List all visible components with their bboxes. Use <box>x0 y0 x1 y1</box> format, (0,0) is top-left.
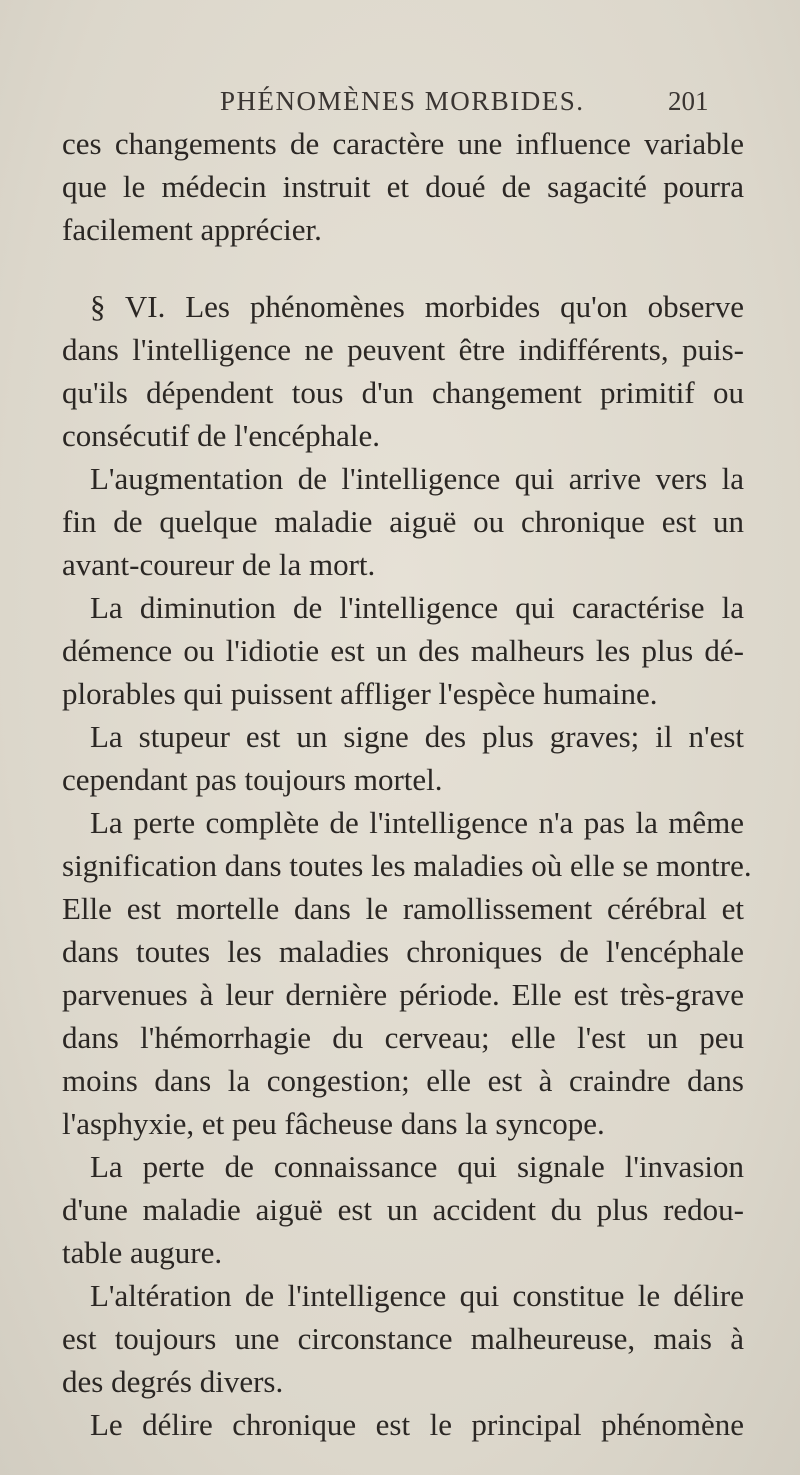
text-line: plorables qui puissent affliger l'espèce humaine. <box>62 676 658 711</box>
paragraph-gap <box>62 251 744 285</box>
text-line: signification dans toutes les maladies où elle se montre. <box>62 848 752 883</box>
text-line: démence ou l'idiotie est un des malheurs les plus dé- <box>62 633 744 668</box>
page-header <box>0 82 800 122</box>
text-line: La perte complète de l'intelligence n'a pas la même <box>90 805 744 840</box>
text-line: La perte de connaissance qui signale l'invasion <box>90 1149 744 1184</box>
section-heading-line: § VI. Les phénomènes morbides qu'on observe <box>90 289 744 324</box>
text-line: ces changements de caractère une influence variable <box>62 126 744 161</box>
text-line: Le délire chronique est le principal phénomène <box>90 1407 744 1442</box>
text-line: facilement apprécier. <box>62 212 322 247</box>
text-line: cependant pas toujours mortel. <box>62 762 443 797</box>
text-line: que le médecin instruit et doué de sagacité pourra <box>62 169 744 204</box>
text-line: table augure. <box>62 1235 223 1270</box>
text-line: qu'ils dépendent tous d'un changement primitif ou <box>62 375 744 410</box>
text-line: consécutif de l'encéphale. <box>62 418 381 453</box>
text-line: L'augmentation de l'intelligence qui arrive vers la <box>90 461 744 496</box>
page-number: 201 <box>668 86 709 116</box>
text-line: Elle est mortelle dans le ramollissement cérébral et <box>62 891 744 926</box>
text-line: dans l'hémorrhagie du cerveau; elle l'est un peu <box>62 1020 744 1055</box>
text-line: La diminution de l'intelligence qui caractérise la <box>90 590 744 625</box>
running-title: PHÉNOMÈNES MORBIDES. <box>220 86 585 116</box>
text-line: dans toutes les maladies chroniques de l'encéphale <box>62 934 744 969</box>
body-text <box>62 122 752 1446</box>
text-line: parvenues à leur dernière période. Elle est très-grave <box>62 977 744 1012</box>
text-line: dans l'intelligence ne peuvent être indifférents, puis- <box>62 332 744 367</box>
text-line: avant-coureur de la mort. <box>62 547 376 582</box>
text-line: La stupeur est un signe des plus graves; il n'est <box>90 719 744 754</box>
text-line: d'une maladie aiguë est un accident du plus redou- <box>62 1192 744 1227</box>
text-line: des degrés divers. <box>62 1364 284 1399</box>
text-line: l'asphyxie, et peu fâcheuse dans la syncope. <box>62 1106 605 1141</box>
text-line: fin de quelque maladie aiguë ou chronique est un <box>62 504 744 539</box>
text-line: L'altération de l'intelligence qui constitue le délire <box>90 1278 744 1313</box>
text-line: moins dans la congestion; elle est à craindre dans <box>62 1063 744 1098</box>
text-line: est toujours une circonstance malheureuse, mais à <box>62 1321 744 1356</box>
